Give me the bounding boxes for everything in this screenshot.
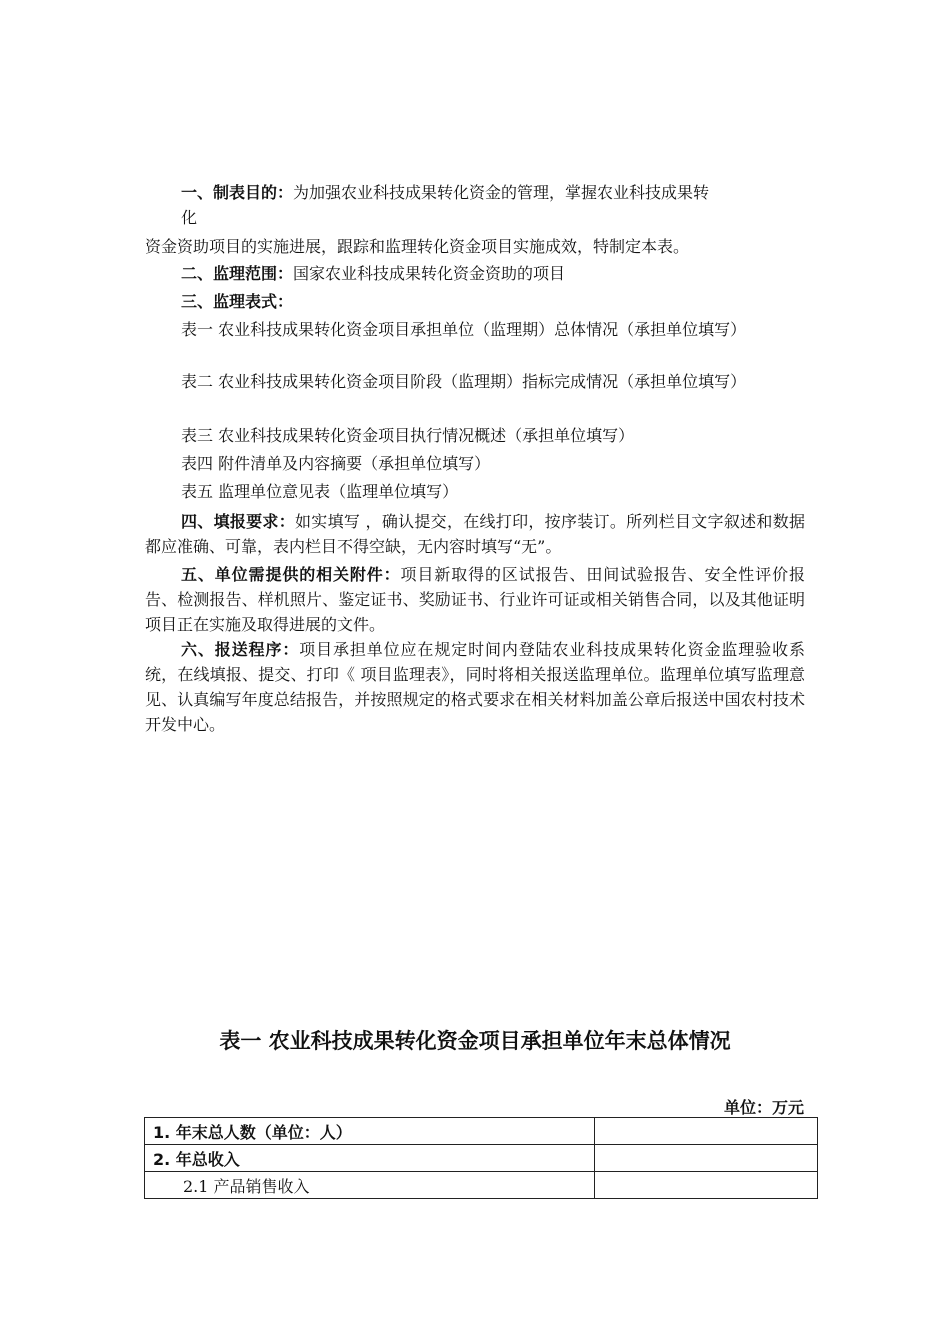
row-label-product-sales: 2.1 产品销售收入 xyxy=(145,1172,595,1199)
table-row xyxy=(145,1118,818,1145)
table1-unit: 单位：万元 xyxy=(723,1098,804,1117)
attachments-heading: 五、单位需提供的相关附件： xyxy=(181,565,401,584)
row-label-total-income: 2. 年总收入 xyxy=(145,1145,595,1172)
procedure-paragraph xyxy=(145,637,805,737)
purpose-line3: 资金资助项目的实施进展，跟踪和监理转化资金项目实施成效，特制定本表。 xyxy=(145,237,690,256)
attachments-paragraph xyxy=(145,562,805,637)
table1 xyxy=(144,1117,818,1199)
row-label-total-staff: 1. 年末总人数（单位：人） xyxy=(145,1118,595,1145)
row-value-total-staff[interactable] xyxy=(595,1118,818,1145)
table1-title: 表一 农业科技成果转化资金项目承担单位年末总体情况 xyxy=(219,1029,731,1053)
row-value-product-sales[interactable] xyxy=(595,1172,818,1199)
procedure-text: 项目承担单位应在规定时间内登陆农业科技成果转化资金监理验收系统，在线填报、提交、打印《 项目监理表》，同时将相关报送监理单位。监理单位填写监理意见、认真编写年度总结报告，并按照规定的格式要求在相关材料加盖公章后报送中国农村技术开发中心。 xyxy=(145,640,805,734)
forms-heading: 三、监理表式： xyxy=(181,292,294,311)
purpose-heading: 一、制表目的： xyxy=(181,183,294,202)
purpose-text-1: 为加强农业科技成果转化资金的管理，掌握农业科技成果转 xyxy=(293,183,710,202)
table-row xyxy=(145,1145,818,1172)
purpose-line2: 化 xyxy=(181,208,198,227)
form-item-3: 表三 农业科技成果转化资金项目执行情况概述（承担单位填写） xyxy=(181,426,635,445)
scope-heading: 二、监理范围： xyxy=(181,264,294,283)
requirements-paragraph xyxy=(145,509,805,559)
scope-text: 国家农业科技成果转化资金资助的项目 xyxy=(293,264,566,283)
table-row xyxy=(145,1172,818,1199)
form-item-5: 表五 监理单位意见表（监理单位填写） xyxy=(181,482,459,501)
row-value-total-income[interactable] xyxy=(595,1145,818,1172)
requirements-heading: 四、填报要求： xyxy=(181,512,296,531)
requirements-text: 如实填写 ，确认提交，在线打印，按序装订。所列栏目文字叙述和数据都应准确、可靠，表内栏目不得空缺，无内容时填写“无”。 xyxy=(145,512,805,556)
attachments-text: 项目新取得的区试报告、田间试验报告、安全性评价报告、检测报告、样机照片、鉴定证书、奖励证书、行业许可证或相关销售合同，以及其他证明项目正在实施及取得进展的文件。 xyxy=(145,565,805,634)
form-item-2: 表二 农业科技成果转化资金项目阶段（监理期）指标完成情况（承担单位填写） xyxy=(181,372,747,391)
purpose-line1 xyxy=(181,180,709,205)
form-item-1: 表一 农业科技成果转化资金项目承担单位（监理期）总体情况（承担单位填写） xyxy=(181,320,747,339)
form-item-4: 表四 附件清单及内容摘要（承担单位填写） xyxy=(181,454,491,473)
scope-line xyxy=(181,261,565,286)
procedure-heading: 六、报送程序： xyxy=(181,640,300,659)
